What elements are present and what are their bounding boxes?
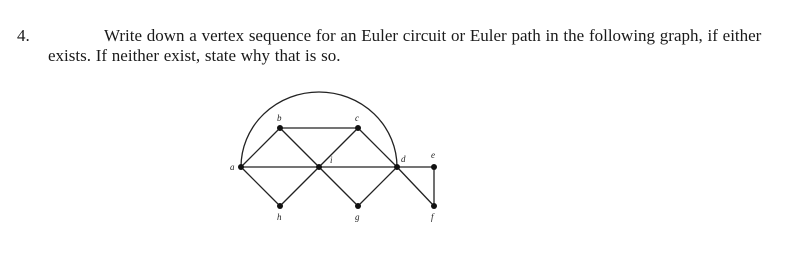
edge-c-i	[319, 128, 358, 167]
edge-g-d	[358, 167, 397, 206]
vertex-label-d: d	[401, 154, 406, 164]
vertex-e	[431, 164, 437, 170]
edge-b-i	[280, 128, 319, 167]
edge-a-b	[241, 128, 280, 167]
vertex-b	[277, 125, 283, 131]
vertex-f	[431, 203, 437, 209]
edge-i-g	[319, 167, 358, 206]
edge-d-f	[397, 167, 434, 206]
vertex-label-g: g	[355, 212, 360, 222]
vertex-c	[355, 125, 361, 131]
vertex-g	[355, 203, 361, 209]
vertex-label-c: c	[355, 113, 359, 123]
vertex-label-a: a	[230, 162, 235, 172]
problem-number: 4.	[17, 26, 30, 45]
vertex-label-b: b	[277, 113, 282, 123]
vertex-i	[316, 164, 322, 170]
vertex-label-h: h	[277, 212, 282, 222]
problem-statement: Write down a vertex sequence for an Euler circuit or Euler path in the following graph, if either exists. If neither exist, state why that is so.	[48, 26, 762, 65]
vertex-label-i: i	[330, 155, 333, 165]
vertex-d	[394, 164, 400, 170]
edge-a-h	[241, 167, 280, 206]
edge-h-i	[280, 167, 319, 206]
vertex-label-e: e	[431, 150, 435, 160]
vertex-label-f: f	[431, 212, 434, 222]
edge-a-d-arc	[241, 92, 397, 167]
vertex-a	[238, 164, 244, 170]
edge-c-d	[358, 128, 397, 167]
vertex-h	[277, 203, 283, 209]
